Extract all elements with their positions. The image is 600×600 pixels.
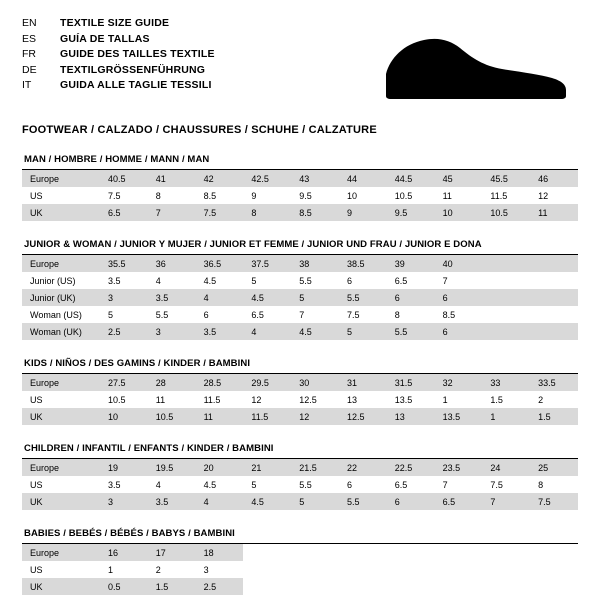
cell: 6.5 bbox=[435, 493, 483, 510]
cell: 3 bbox=[203, 564, 209, 575]
cell: 23.5 bbox=[435, 459, 483, 476]
cell: 8.5 bbox=[291, 204, 339, 221]
table-row bbox=[22, 204, 578, 221]
cell: 36 bbox=[148, 255, 196, 272]
row-label: UK bbox=[22, 204, 100, 221]
cell: 45.5 bbox=[482, 170, 530, 187]
cell: 4 bbox=[155, 479, 161, 490]
row-label: US bbox=[30, 479, 43, 490]
cell: 6 bbox=[203, 309, 209, 320]
cell: 40 bbox=[435, 255, 483, 272]
cell: 27.5 bbox=[100, 374, 148, 391]
table-row bbox=[22, 289, 578, 306]
cell: 28.5 bbox=[196, 374, 244, 391]
language-code-de: DE bbox=[22, 63, 37, 76]
dress-shoe-icon bbox=[380, 30, 570, 102]
table-row bbox=[22, 493, 578, 510]
table-row bbox=[22, 459, 578, 476]
cell: 4 bbox=[243, 323, 291, 340]
group-junior-woman-table bbox=[22, 255, 578, 340]
cell-empty bbox=[243, 561, 578, 578]
cell-empty bbox=[482, 323, 530, 340]
cell: 41 bbox=[148, 170, 196, 187]
cell: 6 bbox=[387, 493, 435, 510]
cell: 36.5 bbox=[196, 255, 244, 272]
cell: 7.5 bbox=[490, 479, 503, 490]
cell-empty bbox=[530, 255, 578, 272]
cell: 5.5 bbox=[339, 289, 387, 306]
language-row-de bbox=[22, 63, 215, 79]
table-row bbox=[22, 544, 578, 561]
table-row bbox=[22, 408, 578, 425]
cell: 22.5 bbox=[387, 459, 435, 476]
table-row bbox=[22, 578, 578, 595]
row-label: Europe bbox=[22, 374, 100, 391]
cell: 7.5 bbox=[530, 493, 578, 510]
cell: 10 bbox=[100, 408, 148, 425]
language-title-en: TEXTILE SIZE GUIDE bbox=[60, 17, 170, 29]
cell: 40.5 bbox=[100, 170, 148, 187]
cell: 37.5 bbox=[243, 255, 291, 272]
cell: 2 bbox=[538, 394, 544, 405]
cell: 11.5 bbox=[243, 408, 291, 425]
group-babies-heading: BABIES / BEBÉS / BÉBÉS / BABYS / BAMBINI bbox=[24, 528, 235, 539]
cell: 13.5 bbox=[435, 408, 483, 425]
row-label: Junior (US) bbox=[30, 275, 76, 286]
row-label: UK bbox=[22, 408, 100, 425]
cell: 8 bbox=[538, 479, 544, 490]
cell: 3.5 bbox=[108, 275, 121, 286]
cell: 7 bbox=[482, 493, 530, 510]
cell: 21 bbox=[243, 459, 291, 476]
language-title-list bbox=[22, 16, 215, 94]
cell: 5 bbox=[291, 493, 339, 510]
cell: 6.5 bbox=[394, 479, 408, 490]
language-code-en: EN bbox=[22, 17, 37, 29]
cell: 12.5 bbox=[339, 408, 387, 425]
cell: 4 bbox=[155, 275, 161, 286]
cell: 5.5 bbox=[339, 493, 387, 510]
group-babies-table-body bbox=[22, 544, 578, 595]
cell: 8 bbox=[394, 309, 400, 320]
row-label: UK bbox=[22, 493, 100, 510]
cell: 6.5 bbox=[251, 309, 264, 320]
cell-empty bbox=[243, 578, 578, 595]
cell: 9.5 bbox=[299, 190, 312, 201]
table-row bbox=[22, 306, 578, 323]
cell: 6 bbox=[346, 479, 352, 490]
cell-empty bbox=[482, 255, 530, 272]
cell: 28 bbox=[148, 374, 196, 391]
cell: 5.5 bbox=[155, 309, 169, 320]
cell: 39 bbox=[387, 255, 435, 272]
cell: 42.5 bbox=[243, 170, 291, 187]
cell: 7.5 bbox=[108, 190, 121, 201]
cell: 30 bbox=[291, 374, 339, 391]
cell: 44 bbox=[339, 170, 387, 187]
cell: 4.5 bbox=[203, 479, 217, 490]
cell: 7 bbox=[442, 479, 448, 490]
cell: 3 bbox=[100, 289, 148, 306]
group-kids-table bbox=[22, 374, 578, 425]
cell: 1.5 bbox=[530, 408, 578, 425]
cell: 5.5 bbox=[387, 323, 435, 340]
group-man-table bbox=[22, 170, 578, 221]
cell: 6 bbox=[346, 275, 352, 286]
cell: 1 bbox=[482, 408, 530, 425]
cell: 2.5 bbox=[196, 578, 244, 595]
cell: 44.5 bbox=[387, 170, 435, 187]
cell: 10 bbox=[346, 190, 357, 201]
group-kids-heading: KIDS / NIÑOS / DES GAMINS / KINDER / BAMBINI bbox=[24, 358, 251, 369]
cell: 6 bbox=[435, 323, 483, 340]
cell: 6.5 bbox=[394, 275, 408, 286]
language-title-it: GUIDA ALLE TAGLIE TESSILI bbox=[60, 79, 212, 91]
cell: 1.5 bbox=[148, 578, 196, 595]
cell: 12 bbox=[291, 408, 339, 425]
row-label: Woman (US) bbox=[30, 309, 82, 320]
group-junior-woman-heading: JUNIOR & WOMAN / JUNIOR Y MUJER / JUNIOR ET FEMME / JUNIOR UND FRAU / JUNIOR E DONA bbox=[24, 239, 482, 250]
cell: 13 bbox=[346, 394, 357, 405]
language-row-es bbox=[22, 32, 215, 48]
cell: 4.5 bbox=[243, 493, 291, 510]
category-title: FOOTWEAR / CALZADO / CHAUSSURES / SCHUHE / CALZATURE bbox=[22, 124, 377, 136]
cell: 8 bbox=[155, 190, 161, 201]
language-title-fr: GUIDE DES TAILLES TEXTILE bbox=[60, 48, 215, 60]
group-babies bbox=[22, 528, 578, 595]
cell: 18 bbox=[196, 544, 244, 561]
table-row bbox=[22, 476, 578, 493]
cell: 4 bbox=[196, 493, 244, 510]
cell: 6 bbox=[435, 289, 483, 306]
cell: 46 bbox=[530, 170, 578, 187]
table-row bbox=[22, 374, 578, 391]
cell: 38.5 bbox=[339, 255, 387, 272]
table-row bbox=[22, 187, 578, 204]
cell-empty bbox=[243, 544, 578, 561]
cell-empty bbox=[530, 289, 578, 306]
cell: 4.5 bbox=[243, 289, 291, 306]
cell: 10 bbox=[435, 204, 483, 221]
cell: 3 bbox=[148, 323, 196, 340]
cell: 10.5 bbox=[148, 408, 196, 425]
table-row bbox=[22, 561, 578, 578]
cell: 6 bbox=[387, 289, 435, 306]
cell-empty bbox=[530, 306, 578, 323]
cell: 5 bbox=[251, 479, 257, 490]
cell: 5 bbox=[291, 289, 339, 306]
cell: 12.5 bbox=[299, 394, 317, 405]
cell: 8 bbox=[243, 204, 291, 221]
group-children bbox=[22, 443, 578, 510]
cell: 0.5 bbox=[100, 578, 148, 595]
table-row bbox=[22, 170, 578, 187]
cell: 38 bbox=[291, 255, 339, 272]
cell: 10.5 bbox=[394, 190, 413, 201]
cell: 45 bbox=[435, 170, 483, 187]
group-children-table bbox=[22, 459, 578, 510]
cell: 12 bbox=[251, 394, 262, 405]
cell: 20 bbox=[196, 459, 244, 476]
cell: 10.5 bbox=[108, 394, 126, 405]
row-label: US bbox=[30, 564, 43, 575]
cell: 4 bbox=[196, 289, 244, 306]
cell: 9 bbox=[339, 204, 387, 221]
cell: 25 bbox=[530, 459, 578, 476]
cell: 1 bbox=[442, 394, 448, 405]
language-row-en bbox=[22, 16, 215, 32]
cell: 19.5 bbox=[148, 459, 196, 476]
cell: 11 bbox=[530, 204, 578, 221]
group-man-heading: MAN / HOMBRE / HOMME / MANN / MAN bbox=[24, 154, 210, 165]
cell: 32 bbox=[435, 374, 483, 391]
row-label: Europe bbox=[22, 544, 100, 561]
cell: 33.5 bbox=[530, 374, 578, 391]
cell: 5.5 bbox=[299, 479, 312, 490]
cell: 35.5 bbox=[100, 255, 148, 272]
row-label: Woman (UK) bbox=[22, 323, 100, 340]
cell: 5 bbox=[108, 309, 114, 320]
cell: 42 bbox=[196, 170, 244, 187]
cell: 43 bbox=[291, 170, 339, 187]
cell: 1.5 bbox=[490, 394, 503, 405]
cell: 7 bbox=[148, 204, 196, 221]
cell: 3.5 bbox=[108, 479, 121, 490]
language-row-fr bbox=[22, 47, 215, 63]
cell: 7.5 bbox=[346, 309, 360, 320]
language-title-es: GUÍA DE TALLAS bbox=[60, 32, 150, 45]
cell: 31.5 bbox=[387, 374, 435, 391]
cell: 11.5 bbox=[490, 190, 508, 201]
cell: 3.5 bbox=[148, 493, 196, 510]
row-label: Junior (UK) bbox=[22, 289, 100, 306]
cell: 7 bbox=[299, 309, 305, 320]
cell: 4.5 bbox=[291, 323, 339, 340]
cell: 2 bbox=[155, 564, 161, 575]
cell-empty bbox=[482, 289, 530, 306]
cell: 22 bbox=[339, 459, 387, 476]
cell-empty bbox=[482, 272, 530, 289]
row-label: UK bbox=[22, 578, 100, 595]
cell: 10.5 bbox=[482, 204, 530, 221]
cell: 1 bbox=[108, 564, 114, 575]
cell: 9.5 bbox=[387, 204, 435, 221]
language-row-it bbox=[22, 78, 215, 94]
cell: 8.5 bbox=[203, 190, 217, 201]
cell: 12 bbox=[538, 190, 549, 201]
page-header bbox=[22, 16, 578, 112]
cell: 5.5 bbox=[299, 275, 312, 286]
cell-empty bbox=[482, 306, 530, 323]
language-code-fr: FR bbox=[22, 48, 36, 60]
group-kids bbox=[22, 358, 578, 425]
row-label: US bbox=[30, 190, 43, 201]
cell: 13.5 bbox=[394, 394, 413, 405]
cell: 19 bbox=[100, 459, 148, 476]
language-code-it: IT bbox=[22, 79, 32, 91]
cell: 3.5 bbox=[148, 289, 196, 306]
group-children-heading: CHILDREN / INFANTIL / ENFANTS / KINDER / BAMBINI bbox=[24, 443, 274, 454]
cell: 7.5 bbox=[196, 204, 244, 221]
group-kids-table-body bbox=[22, 374, 578, 425]
row-label: US bbox=[30, 394, 43, 405]
cell: 29.5 bbox=[243, 374, 291, 391]
row-label: Europe bbox=[22, 170, 100, 187]
language-title-list-body bbox=[22, 16, 215, 94]
cell: 4.5 bbox=[203, 275, 217, 286]
cell: 5 bbox=[251, 275, 257, 286]
cell: 11 bbox=[196, 408, 244, 425]
cell: 6.5 bbox=[100, 204, 148, 221]
cell: 17 bbox=[148, 544, 196, 561]
cell: 11 bbox=[155, 394, 166, 405]
table-row bbox=[22, 272, 578, 289]
cell: 7 bbox=[442, 275, 448, 286]
cell: 11 bbox=[442, 190, 452, 201]
cell: 24 bbox=[482, 459, 530, 476]
cell: 2.5 bbox=[100, 323, 148, 340]
group-man bbox=[22, 154, 578, 221]
language-code-es: ES bbox=[22, 32, 37, 45]
row-label: Europe bbox=[22, 255, 100, 272]
cell: 8.5 bbox=[442, 309, 456, 320]
cell-empty bbox=[530, 323, 578, 340]
cell: 11.5 bbox=[203, 394, 221, 405]
cell: 9 bbox=[251, 190, 257, 201]
language-title-de: TEXTILGRÖSSENFÜHRUNG bbox=[60, 63, 206, 76]
cell: 16 bbox=[100, 544, 148, 561]
group-junior-woman-table-body bbox=[22, 255, 578, 340]
cell-empty bbox=[530, 272, 578, 289]
cell: 13 bbox=[387, 408, 435, 425]
group-man-table-body bbox=[22, 170, 578, 221]
table-row bbox=[22, 391, 578, 408]
cell: 21.5 bbox=[291, 459, 339, 476]
cell: 3 bbox=[100, 493, 148, 510]
cell: 5 bbox=[339, 323, 387, 340]
group-babies-table bbox=[22, 544, 578, 595]
cell: 33 bbox=[482, 374, 530, 391]
cell: 31 bbox=[339, 374, 387, 391]
table-row bbox=[22, 255, 578, 272]
group-junior-woman bbox=[22, 239, 578, 340]
table-row bbox=[22, 323, 578, 340]
cell: 3.5 bbox=[196, 323, 244, 340]
row-label: Europe bbox=[22, 459, 100, 476]
group-children-table-body bbox=[22, 459, 578, 510]
